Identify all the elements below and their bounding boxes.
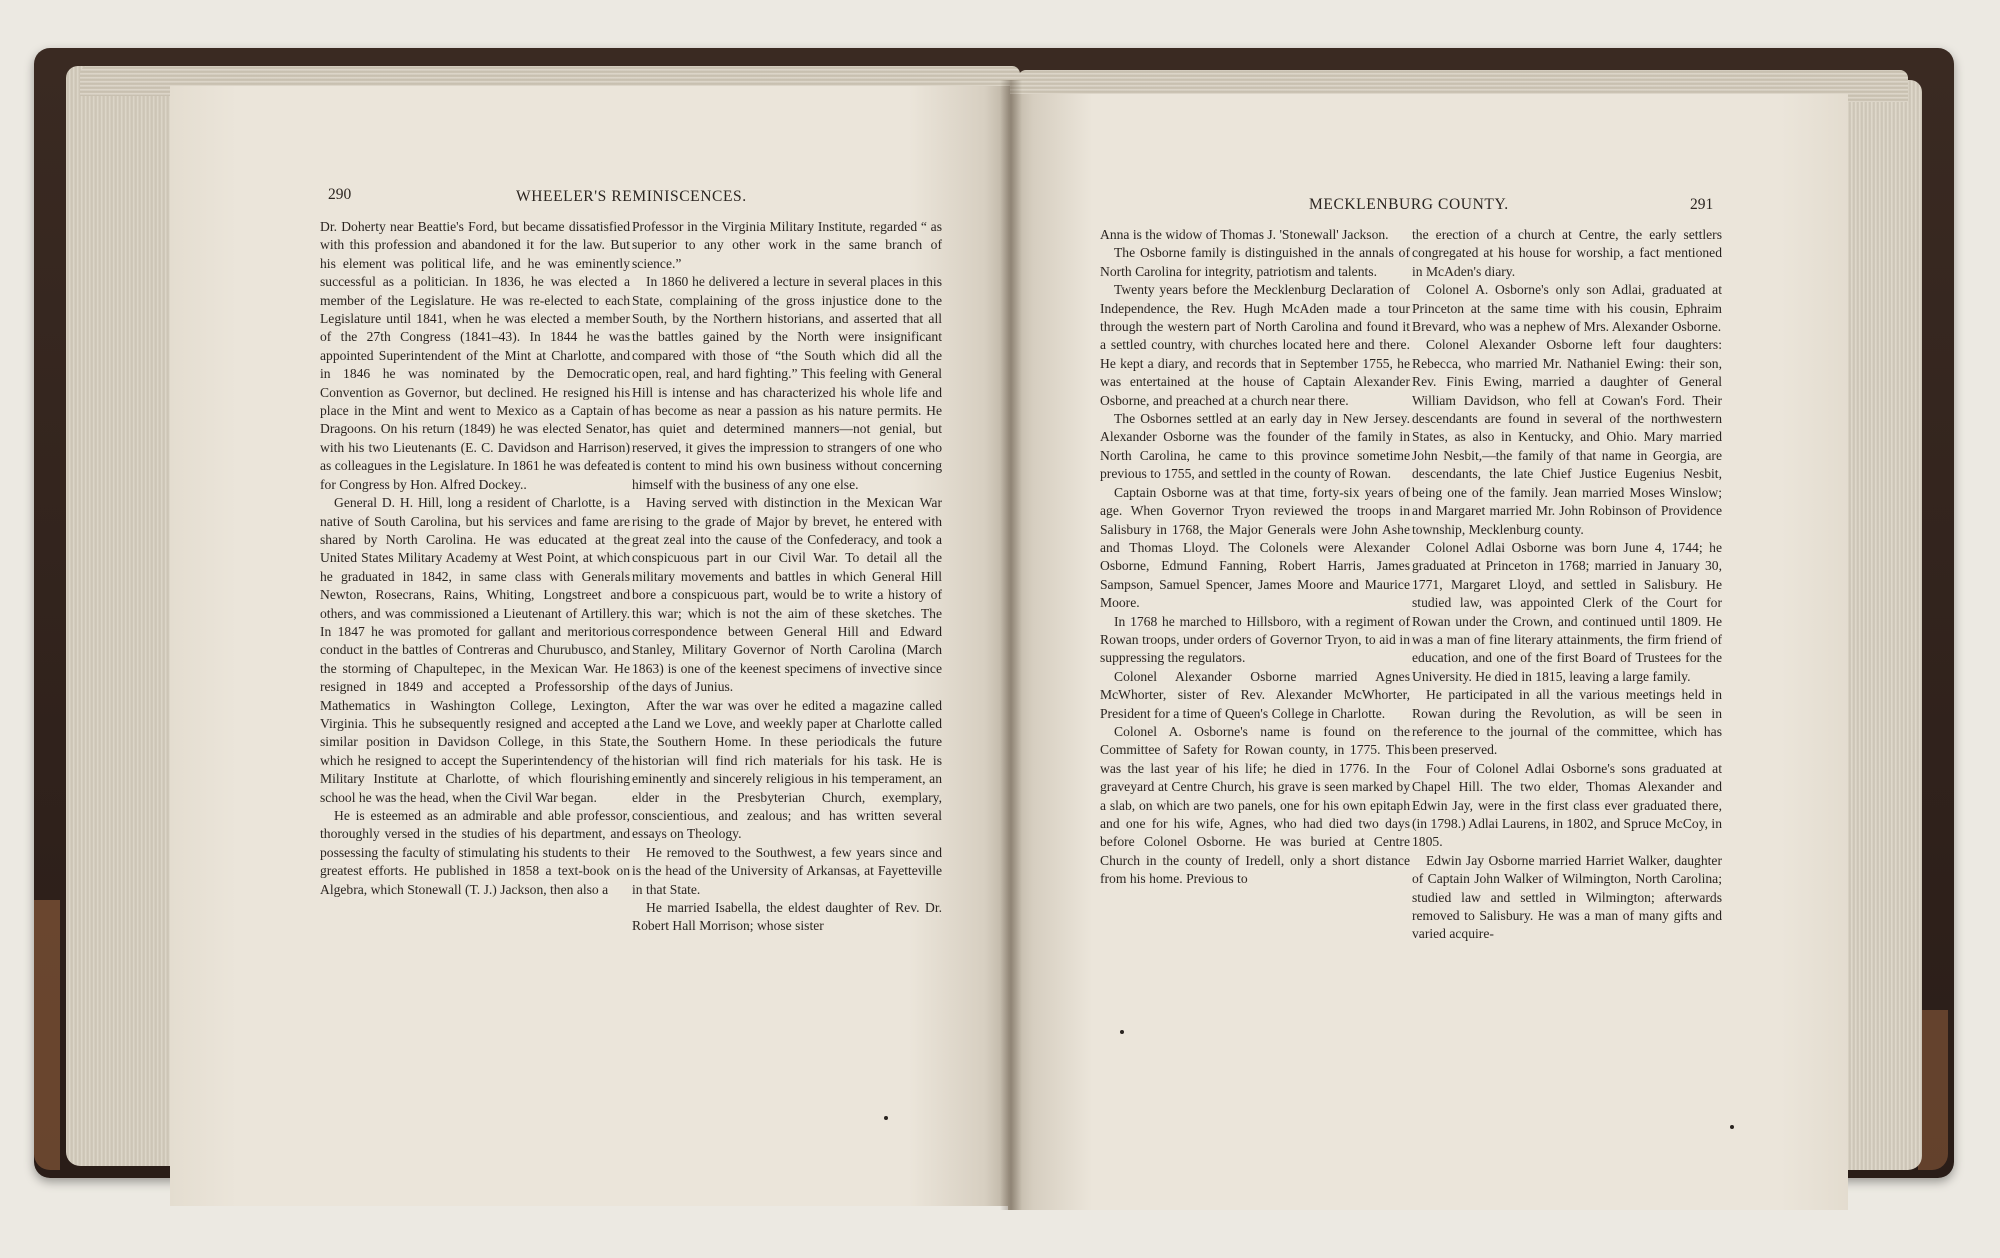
page-edges-left <box>66 66 186 1166</box>
paragraph: Colonel Alexander Osborne left four daughters: Rebecca, who married Mr. Nathaniel Ewing: their son, Rev. Finis Ewing, married a daughter of General William Davidson, who fell at Cowan's Ford. Their descendants are found in several of the northwestern States, as also in Kentucky, and Ohio. Mary married John Nesbit,—the family of that name in Georgia, are descendants, the late Chief Justice Eugenius Nesbit, being one of the family. Jean married Moses Winslow; and Margaret married Mr. John Robinson of Providence township, Mecklenburg county. <box>1412 337 1722 537</box>
paragraph: Edwin Jay Osborne married Harriet Walker, daughter of Captain John Walker of Wilmington, North Carolina; studied law and settled in Wilmington; afterwards removed to Salisbury. He was a man of many gifts and varied acquire- <box>1412 852 1722 942</box>
paragraph: the erection of a church at Centre, the early settlers congregated at his house for worship, a fact mentioned in McAden's diary. <box>1412 227 1722 279</box>
paragraph: He is esteemed as an admirable and able professor, thoroughly versed in the studies of his department, and possessing the faculty of stimulating his students to their greatest efforts. He published in 1858 a text-book on Algebra, which Stonewall (T. J.) Jackson, then also a <box>320 808 630 897</box>
page-number: 290 <box>328 186 352 203</box>
cover-wear <box>34 900 60 1170</box>
left-page <box>170 86 1010 1206</box>
paragraph: He removed to the Southwest, a few years since and is the head of the University of Arkansas, at Fayetteville in that State. <box>632 844 942 897</box>
paragraph: Colonel Adlai Osborne was born June 4, 1744; he graduated at Princeton in 1768; married in January 30, 1771, Margaret Lloyd, and settled in Salisbury. He studied law, was appointed Clerk of the Court for Rowan under the Crown, and continued until 1809. He was a man of fine literary attainments, the firm friend of education, and one of the first Board of Trustees for the University. He died in 1815, leaving a large family. <box>1412 539 1722 684</box>
paper-speck <box>1730 1125 1734 1129</box>
text-column-1 <box>320 218 630 899</box>
text-column-1 <box>1100 226 1410 889</box>
paragraph: After the war was over he edited a magazine called the Land we Love, and weekly paper at Charlotte called the Southern Home. In these periodicals the future historian will find rich materials for his task. He is eminently and sincerely religious in his temperament, an elder in the Presbyterian Church, exemplary, conscientious, and zealous; and has written several essays on Theology. <box>632 697 942 842</box>
paragraph: Colonel A. Osborne's only son Adlai, graduated at Princeton at the same time with his cousin, Ephraim Brevard, who was a nephew of Mrs. Alexander Osborne. <box>1412 282 1722 335</box>
paragraph: Anna is the widow of Thomas J. 'Stonewall' Jackson. <box>1100 227 1389 242</box>
paper-speck <box>1120 1030 1124 1034</box>
paragraph: Having served with distinction in the Mexican War rising to the grade of Major by brevet, he entered with great zeal into the cause of the Confederacy, and took a conspicuous part in our Civil War. To detail all the military movements and battles in which General Hill bore a conspicuous part, would be to write a history of this war; which is not the aim of these sketches. The correspondence between General Hill and Edward Stanley, Military Governor of North Carolina (March 1863) is one of the keenest specimens of invective since the days of Junius. <box>632 495 942 695</box>
paragraph: Captain Osborne was at that time, forty-six years of age. When Governor Tryon reviewed the troops in Salisbury in 1768, the Major Generals were John Ashe and Thomas Lloyd. The Colonels were Alexander Osborne, Edmund Fanning, Robert Harris, James Sampson, Samuel Spencer, James Moore and Maurice Moore. <box>1100 484 1410 611</box>
cover-wear <box>1918 1010 1948 1170</box>
running-title: MECKLENBURG COUNTY. <box>1309 196 1509 213</box>
paper-speck <box>884 1116 888 1120</box>
page-edges-right <box>1840 80 1922 1170</box>
text-column-2 <box>1412 226 1722 944</box>
text-column-2 <box>632 218 942 936</box>
page-number: 291 <box>1690 196 1714 213</box>
paragraph: The Osborne family is distinguished in the annals of North Carolina for integrity, patriotism and talents. <box>1100 245 1410 279</box>
paragraph: He participated in all the various meetings held in Rowan during the Revolution, as will be seen in reference to the journal of the committee, which has been preserved. <box>1412 687 1722 758</box>
paragraph: Twenty years before the Mecklenburg Declaration of Independence, the Rev. Hugh McAden made a tour through the western part of North Carolina and found it a settled country, with churches located here and there. He kept a diary, and records that in September 1755, he was entertained at the house of Captain Alexander Osborne, and preached at a church near there. <box>1100 282 1410 408</box>
paragraph: Colonel A. Osborne's name is found on the Committee of Safety for Rowan county, in 1775. This was the last year of his life; he died in 1776. In the graveyard at Centre Church, his grave is seen marked by a slab, on which are two panels, one for his own epitaph and one for his wife, Agnes, who had died two days before Colonel Osborne. He was buried at Centre Church in the county of Iredell, only a short distance from his home. Previous to <box>1100 723 1410 887</box>
paragraph: Professor in the Virginia Military Institute, regarded “ as superior to any other work in the same branch of science.” <box>632 219 942 271</box>
paragraph: General D. H. Hill, long a resident of Charlotte, is a native of South Carolina, but his services and fame are shared by North Carolina. He was educated at the United States Military Academy at West Point, at which he graduated in 1842, in same class with Generals Newton, Rosecrans, Rains, Whiting, Longstreet and others, and was commissioned a Lieutenant of Artillery. In 1847 he was promoted for gallant and meritorious conduct in the battles of Contreras and Churubusco, and the storming of Chapultepec, in the Mexican War. He resigned in 1849 and accepted a Professorship of Mathematics in Washington College, Lexington, Virginia. This he subsequently resigned and accepted a similar position in Davidson College, in this State, which he resigned to accept the Superintendency of the Military Institute at Charlotte, of which flourishing school he was the head, when the Civil War began. <box>320 495 630 805</box>
paragraph: Four of Colonel Adlai Osborne's sons graduated at Chapel Hill. The two elder, Thomas Alexander and Edwin Jay, were in the first class ever graduated there, (in 1798.) Adlai Laurens, in 1802, and Spruce McCoy, in 1805. <box>1412 760 1722 850</box>
book-gutter <box>1000 80 1022 1210</box>
right-page <box>1008 94 1848 1210</box>
paragraph: Colonel Alexander Osborne married Agnes McWhorter, sister of Rev. Alexander McWhorter, President for a time of Queen's College in Charlotte. <box>1100 668 1410 721</box>
paragraph: Dr. Doherty near Beattie's Ford, but became dissatisfied with this profession and abandoned it for the law. But his element was political life, and he was eminently successful as a politician. In 1836, he was elected a member of the Legislature. He was re-elected to each Legislature until 1841, when he was elected a member of the 27th Congress (1841–43). In 1844 he was appointed Superintendent of the Mint at Charlotte, and in 1846 he was nominated by the Democratic Convention as Governor, but declined. He resigned his place in the Mint and went to Mexico as a Captain of Dragoons. On his return (1849) he was elected Senator, with his two Lieutenants (E. C. Davidson and Harrison) as colleagues in the Legislature. In 1861 he was defeated for Congress by Hon. Alfred Dockey.. <box>320 219 630 492</box>
paragraph: In 1768 he marched to Hillsboro, with a regiment of Rowan troops, under orders of Governor Tryon, to aid in suppressing the regulators. <box>1100 613 1410 666</box>
paragraph: He married Isabella, the eldest daughter of Rev. Dr. Robert Hall Morrison; whose sister <box>632 900 942 934</box>
running-title: WHEELER'S REMINISCENCES. <box>516 188 747 205</box>
paragraph: The Osbornes settled at an early day in New Jersey. Alexander Osborne was the founder of the family in North Carolina, he came to this province sometime previous to 1755, and settled in the county of Rowan. <box>1100 411 1410 482</box>
paragraph: In 1860 he delivered a lecture in several places in this State, complaining of the gross injustice done to the South, by the Northern historians, and asserted that all the battles gained by the North were insignificant compared with those of “the South which did all the open, real, and hard fighting.” This feeling with General Hill is intense and has characterized his whole life and has become as near a passion as his nature permits. He has quiet and determined manners—not genial, but reserved, it gives the impression to strangers of one who is content to mind his own business without concerning himself with the business of any one else. <box>632 274 942 492</box>
